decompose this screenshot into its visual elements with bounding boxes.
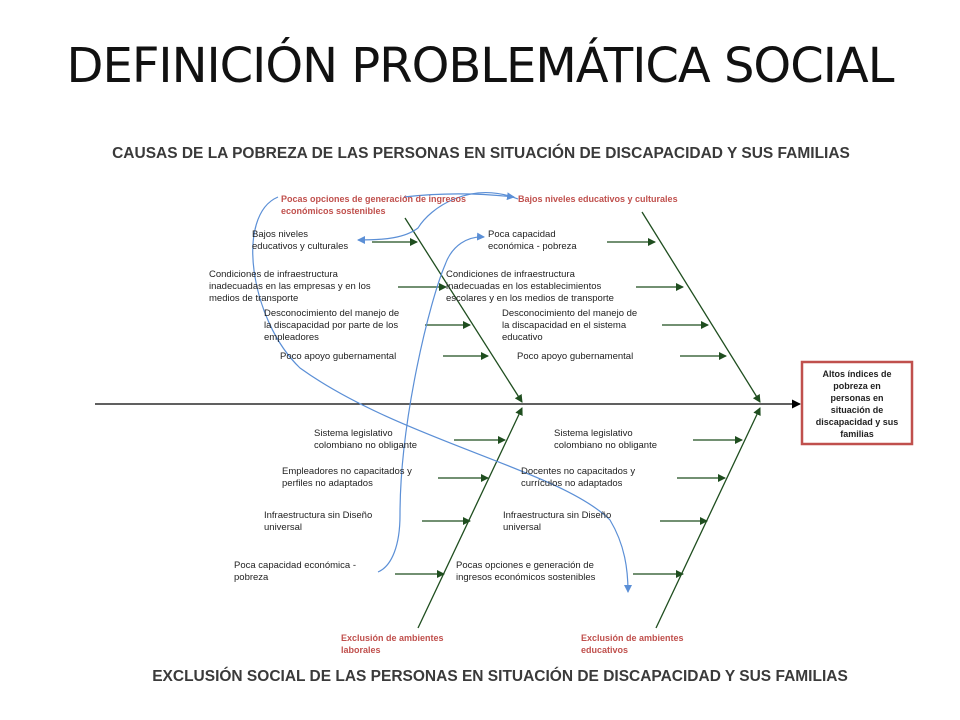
cause-label: Infraestructura sin Diseño [264, 510, 373, 521]
cause-label: Desconocimiento del manejo de [264, 308, 400, 319]
cause-label: Poca capacidad económica - [234, 560, 356, 571]
cause-label: educativos y culturales [252, 241, 349, 252]
cause-label: económica - pobreza [488, 241, 577, 252]
cause-label: Condiciones de infraestructura [209, 269, 338, 280]
cause-label: medios de transporte [209, 293, 299, 304]
cause-label: Desconocimiento del manejo de [502, 308, 638, 319]
cause-label: Poco apoyo gubernamental [280, 351, 397, 362]
cause-label: perfiles no adaptados [282, 478, 373, 489]
exclusion-header: EXCLUSIÓN SOCIAL DE LAS PERSONAS EN SITUACIÓN DE DISCAPACIDAD Y SUS FAMILIAS [152, 668, 848, 685]
cause-label: educativo [502, 332, 543, 343]
effect-line: pobreza en [833, 381, 881, 391]
bone-bottom-right [656, 408, 760, 628]
cause-label: inadecuadas en las empresas y en los [209, 281, 371, 292]
cause-label: Sistema legislativo [314, 428, 393, 439]
connector-curve [253, 197, 628, 592]
cause-label: Condiciones de infraestructura [446, 269, 575, 280]
cause-label: ingresos económicos sostenibles [456, 572, 596, 583]
cause-label: colombiano no obligante [554, 440, 657, 451]
cause-label: Bajos niveles [252, 229, 308, 240]
cause-label: inadecuadas en los establecimientos [446, 281, 602, 292]
cause-label: la discapacidad por parte de los [264, 320, 399, 331]
effect-line: discapacidad y sus [815, 417, 899, 427]
cause-label: Sistema legislativo [554, 428, 633, 439]
cause-label: Poca capacidad [488, 229, 556, 240]
category-label-bottom-right: Exclusión de ambientes [581, 633, 684, 643]
causes-header: CAUSAS DE LA POBREZA DE LAS PERSONAS EN SITUACIÓN DE DISCAPACIDAD Y SUS FAMILIAS [112, 145, 850, 162]
cause-label: universal [503, 522, 542, 533]
cause-label: universal [264, 522, 303, 533]
bone-top-right [642, 212, 760, 402]
effect-line: Altos índices de [822, 369, 892, 379]
cause-label: escolares y en los medios de transporte [446, 293, 614, 304]
effect-line: personas en [830, 393, 884, 403]
category-label-top-right: Bajos niveles educativos y culturales [518, 194, 678, 204]
cause-label: colombiano no obligante [314, 440, 417, 451]
category-label-bottom-left: laborales [341, 645, 381, 655]
cause-label: empleadores [264, 332, 319, 343]
cause-label: pobreza [234, 572, 269, 583]
cause-label: Infraestructura sin Diseño [503, 510, 612, 521]
effect-line: situación de [830, 405, 884, 415]
category-label-top-left: económicos sostenibles [281, 206, 386, 216]
category-label-bottom-left: Exclusión de ambientes [341, 633, 444, 643]
category-label-top-left: Pocas opciones de generación de ingresos [281, 194, 467, 204]
cause-label: Pocas opciones e generación de [456, 560, 594, 571]
cause-label: Poco apoyo gubernamental [517, 351, 634, 362]
cause-label: la discapacidad en el sistema [502, 320, 627, 331]
page-title: DEFINICIÓN PROBLEMÁTICA SOCIAL [66, 38, 894, 94]
category-label-bottom-right: educativos [581, 645, 629, 655]
cause-label: currículos no adaptados [521, 478, 623, 489]
cause-label: Docentes no capacitados y [521, 466, 636, 477]
effect-line: familias [840, 429, 874, 439]
cause-label: Empleadores no capacitados y [282, 466, 412, 477]
